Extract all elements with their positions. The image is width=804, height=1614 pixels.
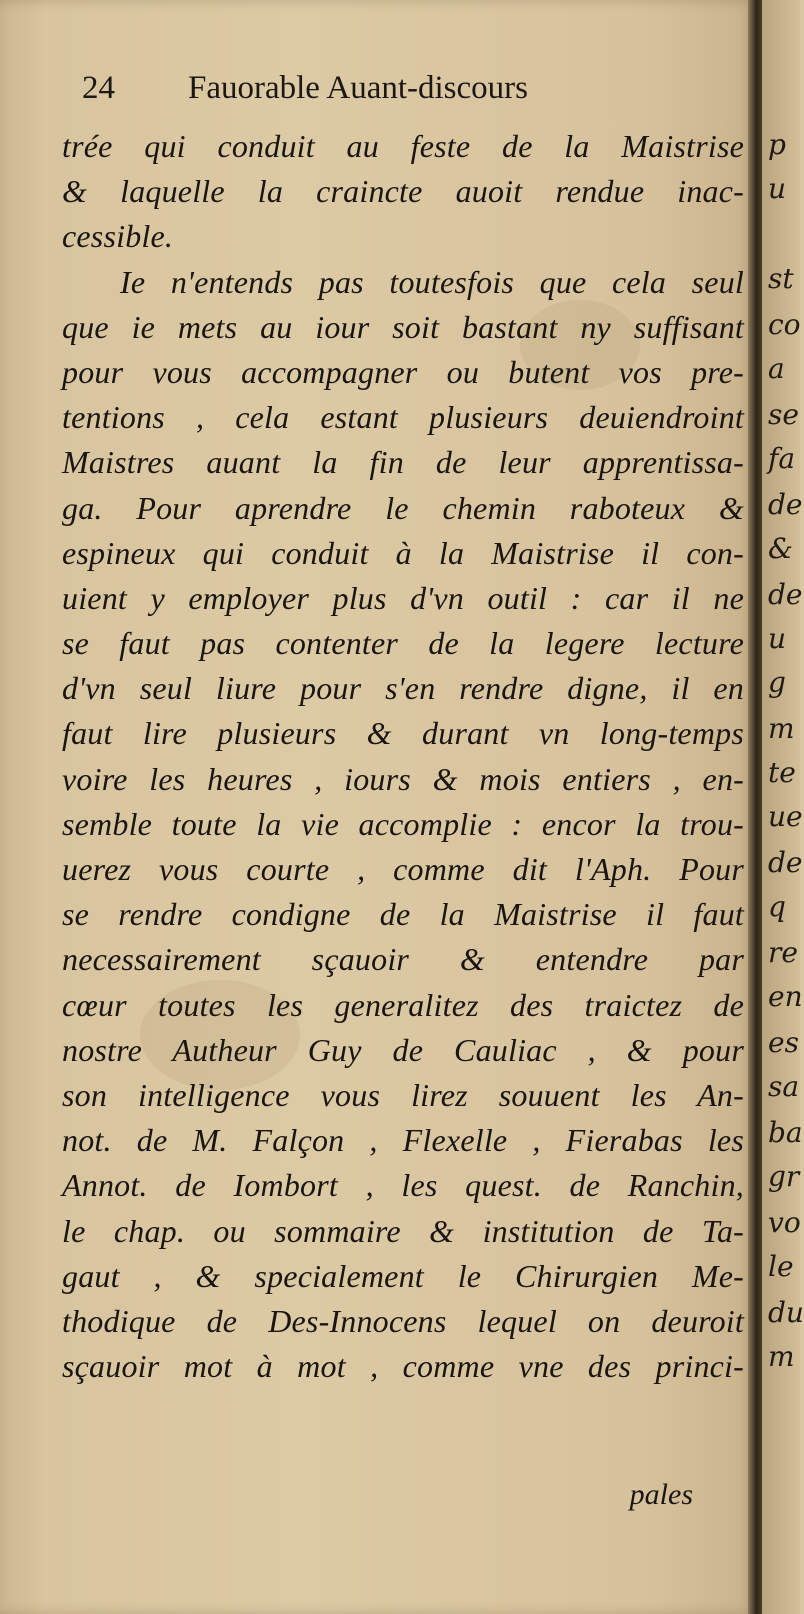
text-line: ga. Pour aprendre le chemin raboteux &	[62, 489, 744, 526]
book-gutter	[748, 0, 762, 1614]
facing-page-fragment: du	[768, 1296, 804, 1329]
text-line: Maistres auant la fin de leur apprentissa-	[62, 444, 744, 481]
facing-page-fragment: re	[768, 936, 798, 969]
facing-page-fragment: sa	[768, 1070, 800, 1103]
page-header	[82, 70, 662, 107]
facing-page-fragment: q	[768, 890, 786, 923]
facing-page-fragment: u	[768, 622, 787, 655]
facing-page-fragment: gr	[768, 1160, 800, 1193]
text-line: uient y employer plus d'vn outil : car il ne	[62, 579, 744, 616]
text-line: nostre Autheur Guy de Cauliac , & pour	[62, 1031, 744, 1068]
facing-page-fragment: &	[768, 532, 793, 565]
text-line: le chap. ou sommaire & institution de Ta-	[62, 1212, 744, 1249]
facing-page-fragment: m	[768, 1340, 795, 1373]
text-line: gaut , & specialement le Chirurgien Me-	[62, 1257, 744, 1294]
text-line: not. de M. Falçon , Flexelle , Fierabas les	[62, 1122, 744, 1159]
facing-page-fragment: de	[768, 846, 803, 879]
facing-page-fragment: u	[768, 172, 787, 205]
text-line: necessairement sçauoir & entendre par	[62, 941, 744, 978]
text-line: voire les heures , iours & mois entiers , en-	[62, 760, 744, 797]
text-line: semble toute la vie accomplie : encor la trou-	[62, 805, 744, 842]
body-text	[62, 124, 744, 1389]
facing-page-fragment: vo	[768, 1206, 801, 1239]
text-line: trée qui conduit au feste de la Maistrise	[62, 128, 744, 164]
facing-page-fragment: ue	[768, 800, 803, 833]
facing-page-edge	[762, 0, 804, 1614]
text-line: faut lire plusieurs & durant vn long-temps	[62, 715, 744, 752]
text-line: Ie n'entends pas toutesfois que cela seul	[120, 263, 744, 300]
facing-page-fragment: se	[768, 398, 799, 431]
text-line: sçauoir mot à mot , comme vne des princi-	[62, 1348, 744, 1385]
facing-page-fragment: st	[768, 262, 794, 295]
text-line: & laquelle la craincte auoit rendue inac-	[62, 173, 744, 210]
text-line: pour vous accompagner ou butent vos pre-	[62, 353, 744, 390]
text-line: thodique de Des-Innocens lequel on deuroit	[62, 1302, 744, 1339]
text-line: espineux qui conduit à la Maistrise il con-	[62, 534, 744, 571]
facing-page-fragment: fa	[768, 442, 796, 475]
facing-page-fragment: en	[768, 980, 803, 1013]
running-title: Fauorable Auant-discours	[188, 70, 529, 106]
facing-page-fragment: g	[768, 666, 786, 699]
text-line: d'vn seul liure pour s'en rendre digne, il en	[62, 670, 744, 707]
text-line: uerez vous courte , comme dit l'Aph. Pour	[62, 851, 744, 887]
facing-page-fragment: es	[768, 1026, 799, 1059]
facing-page-fragment: te	[768, 756, 796, 789]
text-line: se faut pas contenter de la legere lecture	[62, 625, 744, 662]
facing-page-fragment: ba	[768, 1116, 803, 1149]
page-number: 24	[82, 70, 115, 106]
facing-page-fragment: p	[768, 128, 786, 161]
facing-page-fragment: co	[768, 308, 801, 341]
text-line: Annot. de Iombort , les quest. de Ranchin,	[62, 1167, 744, 1204]
facing-page-fragment: m	[768, 712, 795, 745]
facing-page-fragment: a	[768, 352, 785, 385]
text-line: se rendre condigne de la Maistrise il faut	[62, 896, 744, 933]
facing-page-fragment: de	[768, 578, 803, 611]
text-line: son intelligence vous lirez souuent les An-	[62, 1076, 744, 1113]
catchword: pales	[629, 1478, 693, 1511]
text-line: tentions , cela estant plusieurs deuiendroint	[62, 399, 744, 436]
text-line: cessible.	[62, 218, 174, 255]
text-line: que ie mets au iour soit bastant ny suffisant	[62, 308, 744, 345]
text-line: cœur toutes les generalitez des traictez de	[62, 986, 744, 1023]
facing-page-fragment: de	[768, 488, 803, 521]
facing-page-fragment: le	[768, 1250, 794, 1283]
